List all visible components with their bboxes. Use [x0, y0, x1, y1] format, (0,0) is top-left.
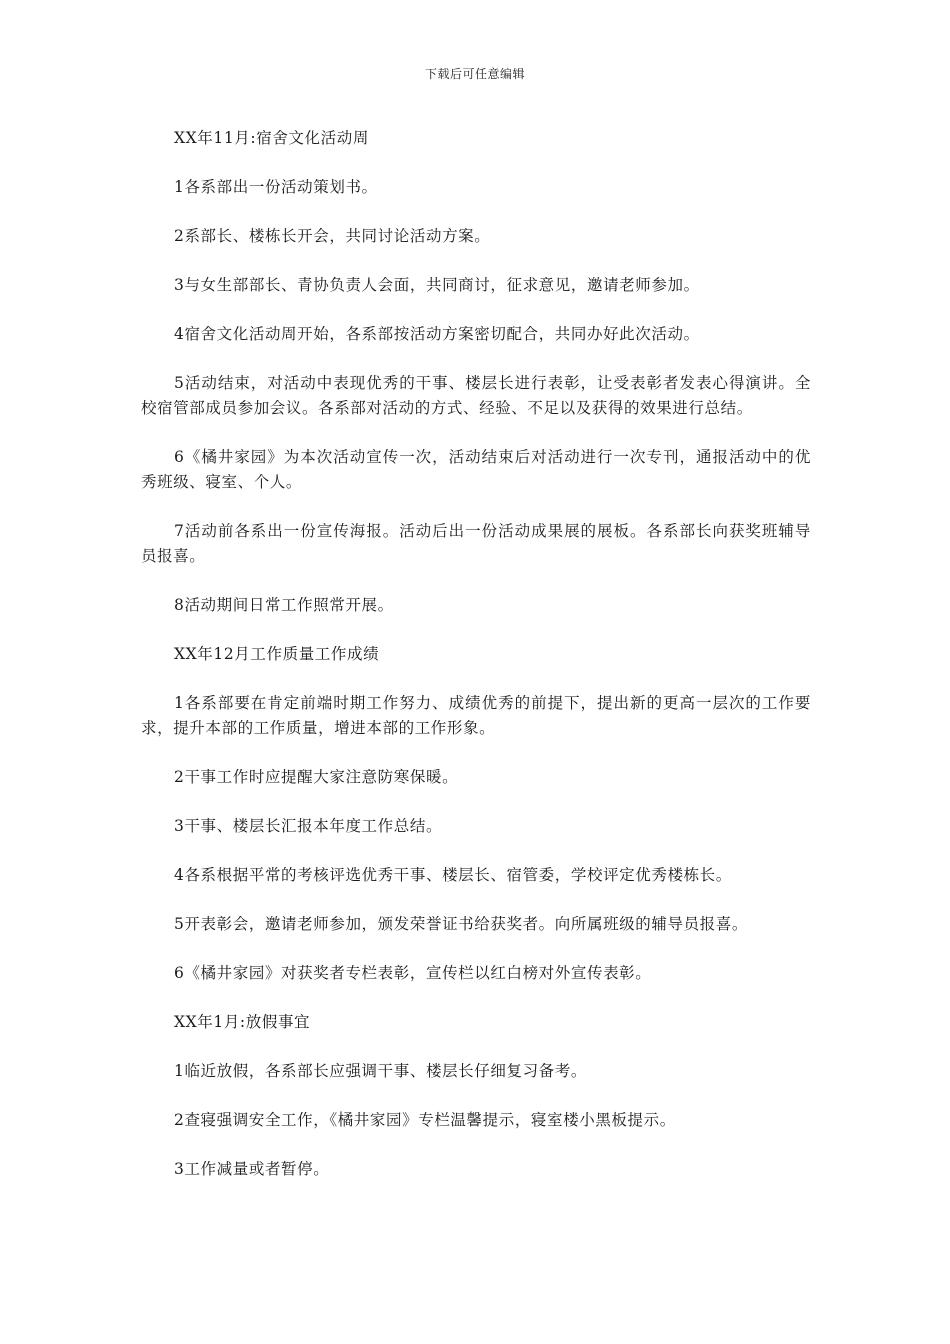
paragraph: 2干事工作时应提醒大家注意防寒保暖。	[174, 768, 459, 786]
paragraph: 3干事、楼层长汇报本年度工作总结。	[174, 817, 443, 835]
page-header: 下载后可任意编辑	[424, 67, 525, 81]
paragraph: 5开表彰会，邀请老师参加，颁发荣誉证书给获奖者。向所属班级的辅导员报喜。	[174, 915, 748, 933]
paragraph: 4各系根据平常的考核评选优秀干事、楼层长、宿管委，学校评定优秀楼栋长。	[174, 866, 732, 884]
paragraph: 3与女生部部长、青协负责人会面，共同商讨，征求意见，邀请老师参加。	[174, 276, 700, 294]
paragraph: 6《橘井家园》为本次活动宣传一次，活动结束后对活动进行一次专刊，通报活动中的优秀班级、寝室、个人。	[141, 448, 811, 491]
section-heading-january: XX年1月:放假事宜	[174, 1013, 311, 1031]
paragraph: 6《橘井家园》对获奖者专栏表彰，宣传栏以红白榜对外宣传表彰。	[174, 964, 652, 982]
paragraph: 2系部长、楼栋长开会，共同讨论活动方案。	[174, 227, 491, 245]
paragraph: 8活动期间日常工作照常开展。	[174, 596, 394, 614]
paragraph: 1各系部出一份活动策划书。	[174, 178, 378, 196]
paragraph: 7活动前各系出一份宣传海报。活动后出一份活动成果展的展板。各系部长向获奖班辅导员报喜。	[141, 522, 811, 565]
paragraph: 1临近放假，各系部长应强调干事、楼层长仔细复习备考。	[174, 1062, 587, 1080]
section-heading-december: XX年12月工作质量工作成绩	[174, 645, 380, 663]
document-body	[141, 126, 811, 1206]
paragraph: 1各系部要在肯定前端时期工作努力、成绩优秀的前提下，提出新的更高一层次的工作要求，提升本部的工作质量，增进本部的工作形象。	[141, 694, 811, 737]
paragraph: 5活动结束，对活动中表现优秀的干事、楼层长进行表彰，让受表彰者发表心得演讲。全校宿管部成员参加会议。各系部对活动的方式、经验、不足以及获得的效果进行总结。	[141, 374, 811, 417]
paragraph: 4宿舍文化活动周开始，各系部按活动方案密切配合，共同办好此次活动。	[174, 325, 700, 343]
section-heading-november: XX年11月:宿舍文化活动周	[174, 129, 369, 147]
paragraph: 2查寝强调安全工作，《橘井家园》专栏温馨提示，寝室楼小黑板提示。	[174, 1111, 676, 1129]
paragraph: 3工作减量或者暂停。	[174, 1160, 330, 1178]
